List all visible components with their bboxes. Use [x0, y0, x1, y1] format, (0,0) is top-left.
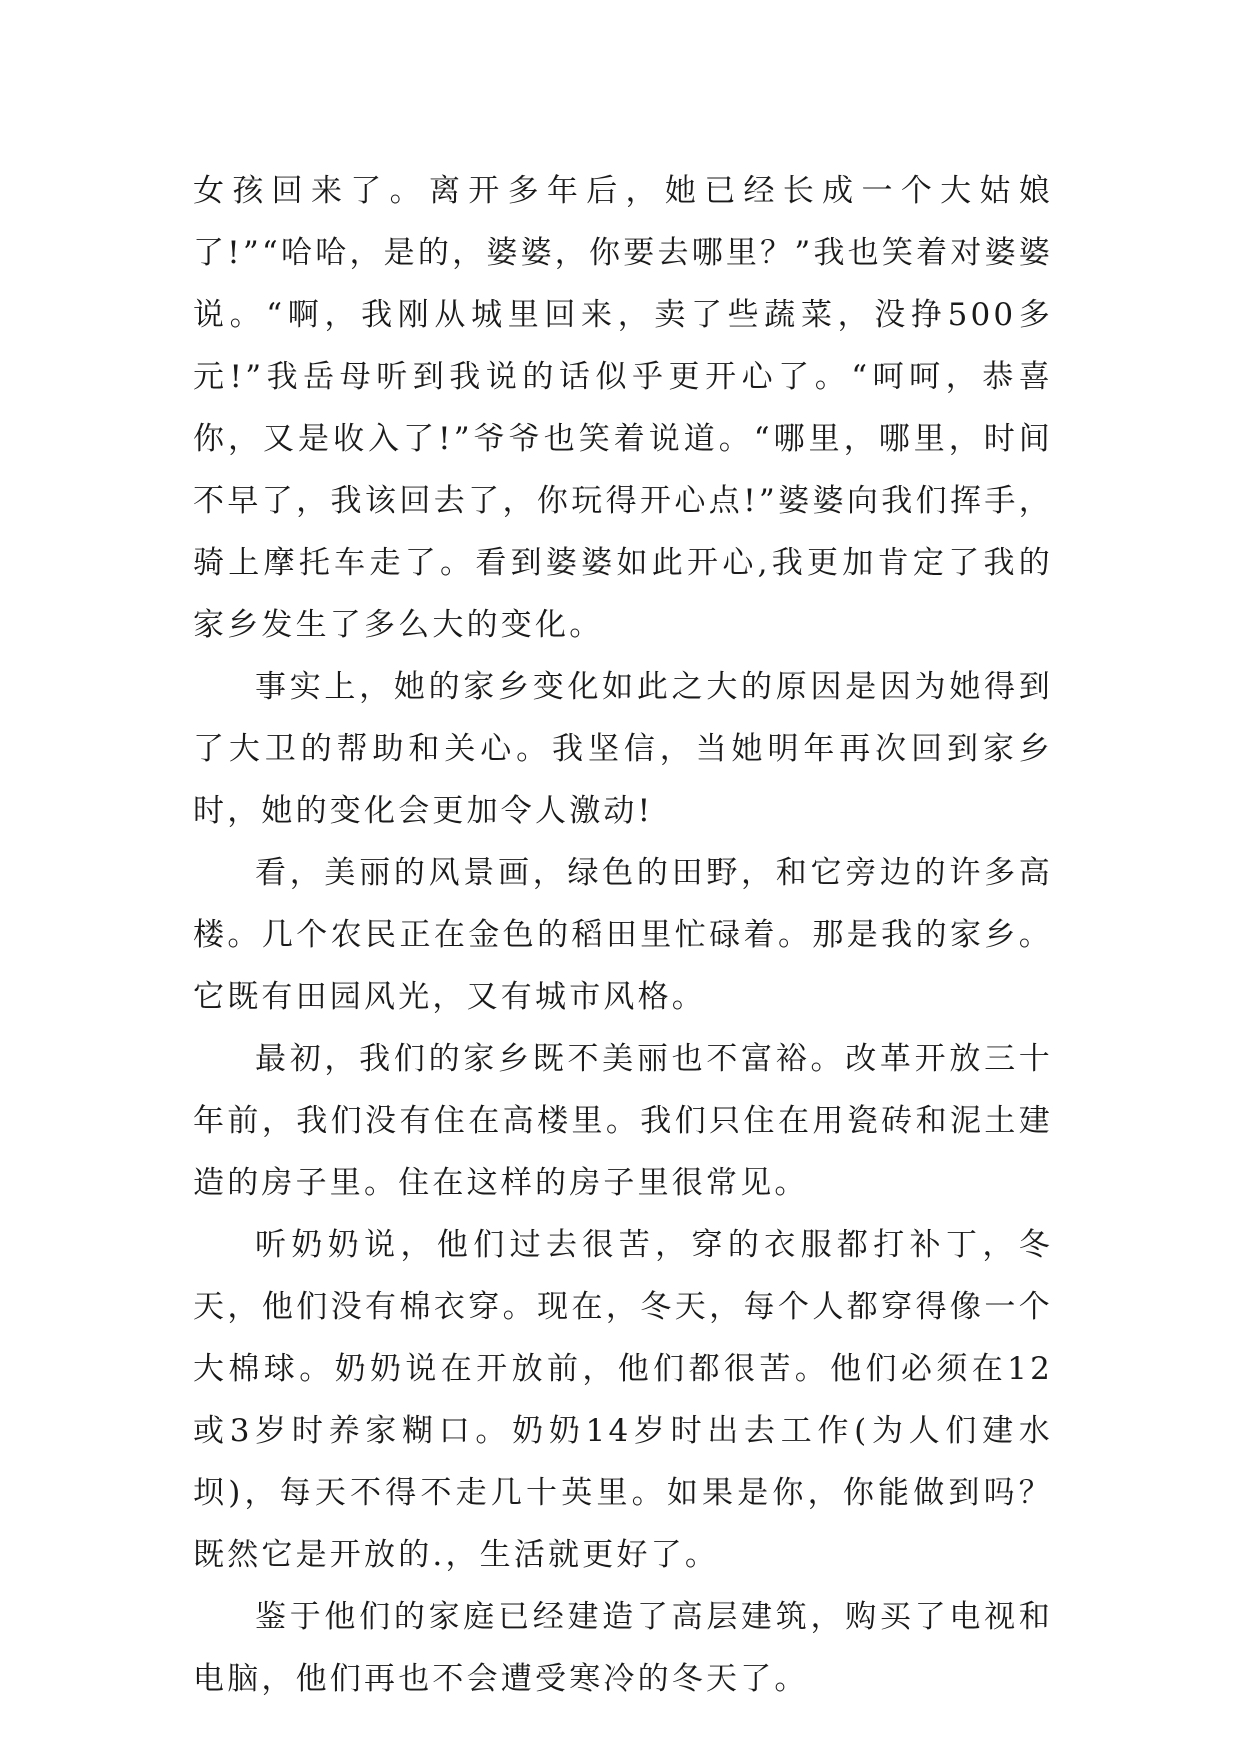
paragraph-1: 女孩回来了。离开多年后，她已经长成一个大姑娘了!”“哈哈，是的，婆婆，你要去哪里？”我也笑着对婆婆说。“啊，我刚从城里回来，卖了些蔬菜，没挣500多元!”我岳母听到我说的话似乎更开心了。“呵呵，恭喜你，又是收入了!”爷爷也笑着说道。“哪里，哪里，时间不早了，我该回去了，你玩得开心点!”婆婆向我们挥手，骑上摩托车走了。看到婆婆如此开心,我更加肯定了我的家乡发生了多么大的变化。	[193, 173, 1053, 643]
paragraph-3: 看，美丽的风景画，绿色的田野，和它旁边的许多高楼。几个农民正在金色的稻田里忙碌着。那是我的家乡。它既有田园风光，又有城市风格。	[193, 855, 1053, 1015]
paragraph-4: 最初，我们的家乡既不美丽也不富裕。改革开放三十年前，我们没有住在高楼里。我们只住在用瓷砖和泥土建造的房子里。住在这样的房子里很常见。	[193, 1041, 1053, 1201]
paragraph-5: 听奶奶说，他们过去很苦，穿的衣服都打补丁，冬天，他们没有棉衣穿。现在，冬天，每个人都穿得像一个大棉球。奶奶说在开放前，他们都很苦。他们必须在12或3岁时养家糊口。奶奶14岁时出去工作(为人们建水坝)，每天不得不走几十英里。如果是你，你能做到吗？既然它是开放的.，生活就更好了。	[193, 1227, 1053, 1573]
paragraph-2: 事实上，她的家乡变化如此之大的原因是因为她得到了大卫的帮助和关心。我坚信，当她明年再次回到家乡时，她的变化会更加令人激动!	[193, 669, 1053, 829]
paragraph-6: 鉴于他们的家庭已经建造了高层建筑，购买了电视和电脑，他们再也不会遭受寒冷的冬天了。	[193, 1599, 1053, 1697]
document-body	[193, 160, 1053, 1710]
